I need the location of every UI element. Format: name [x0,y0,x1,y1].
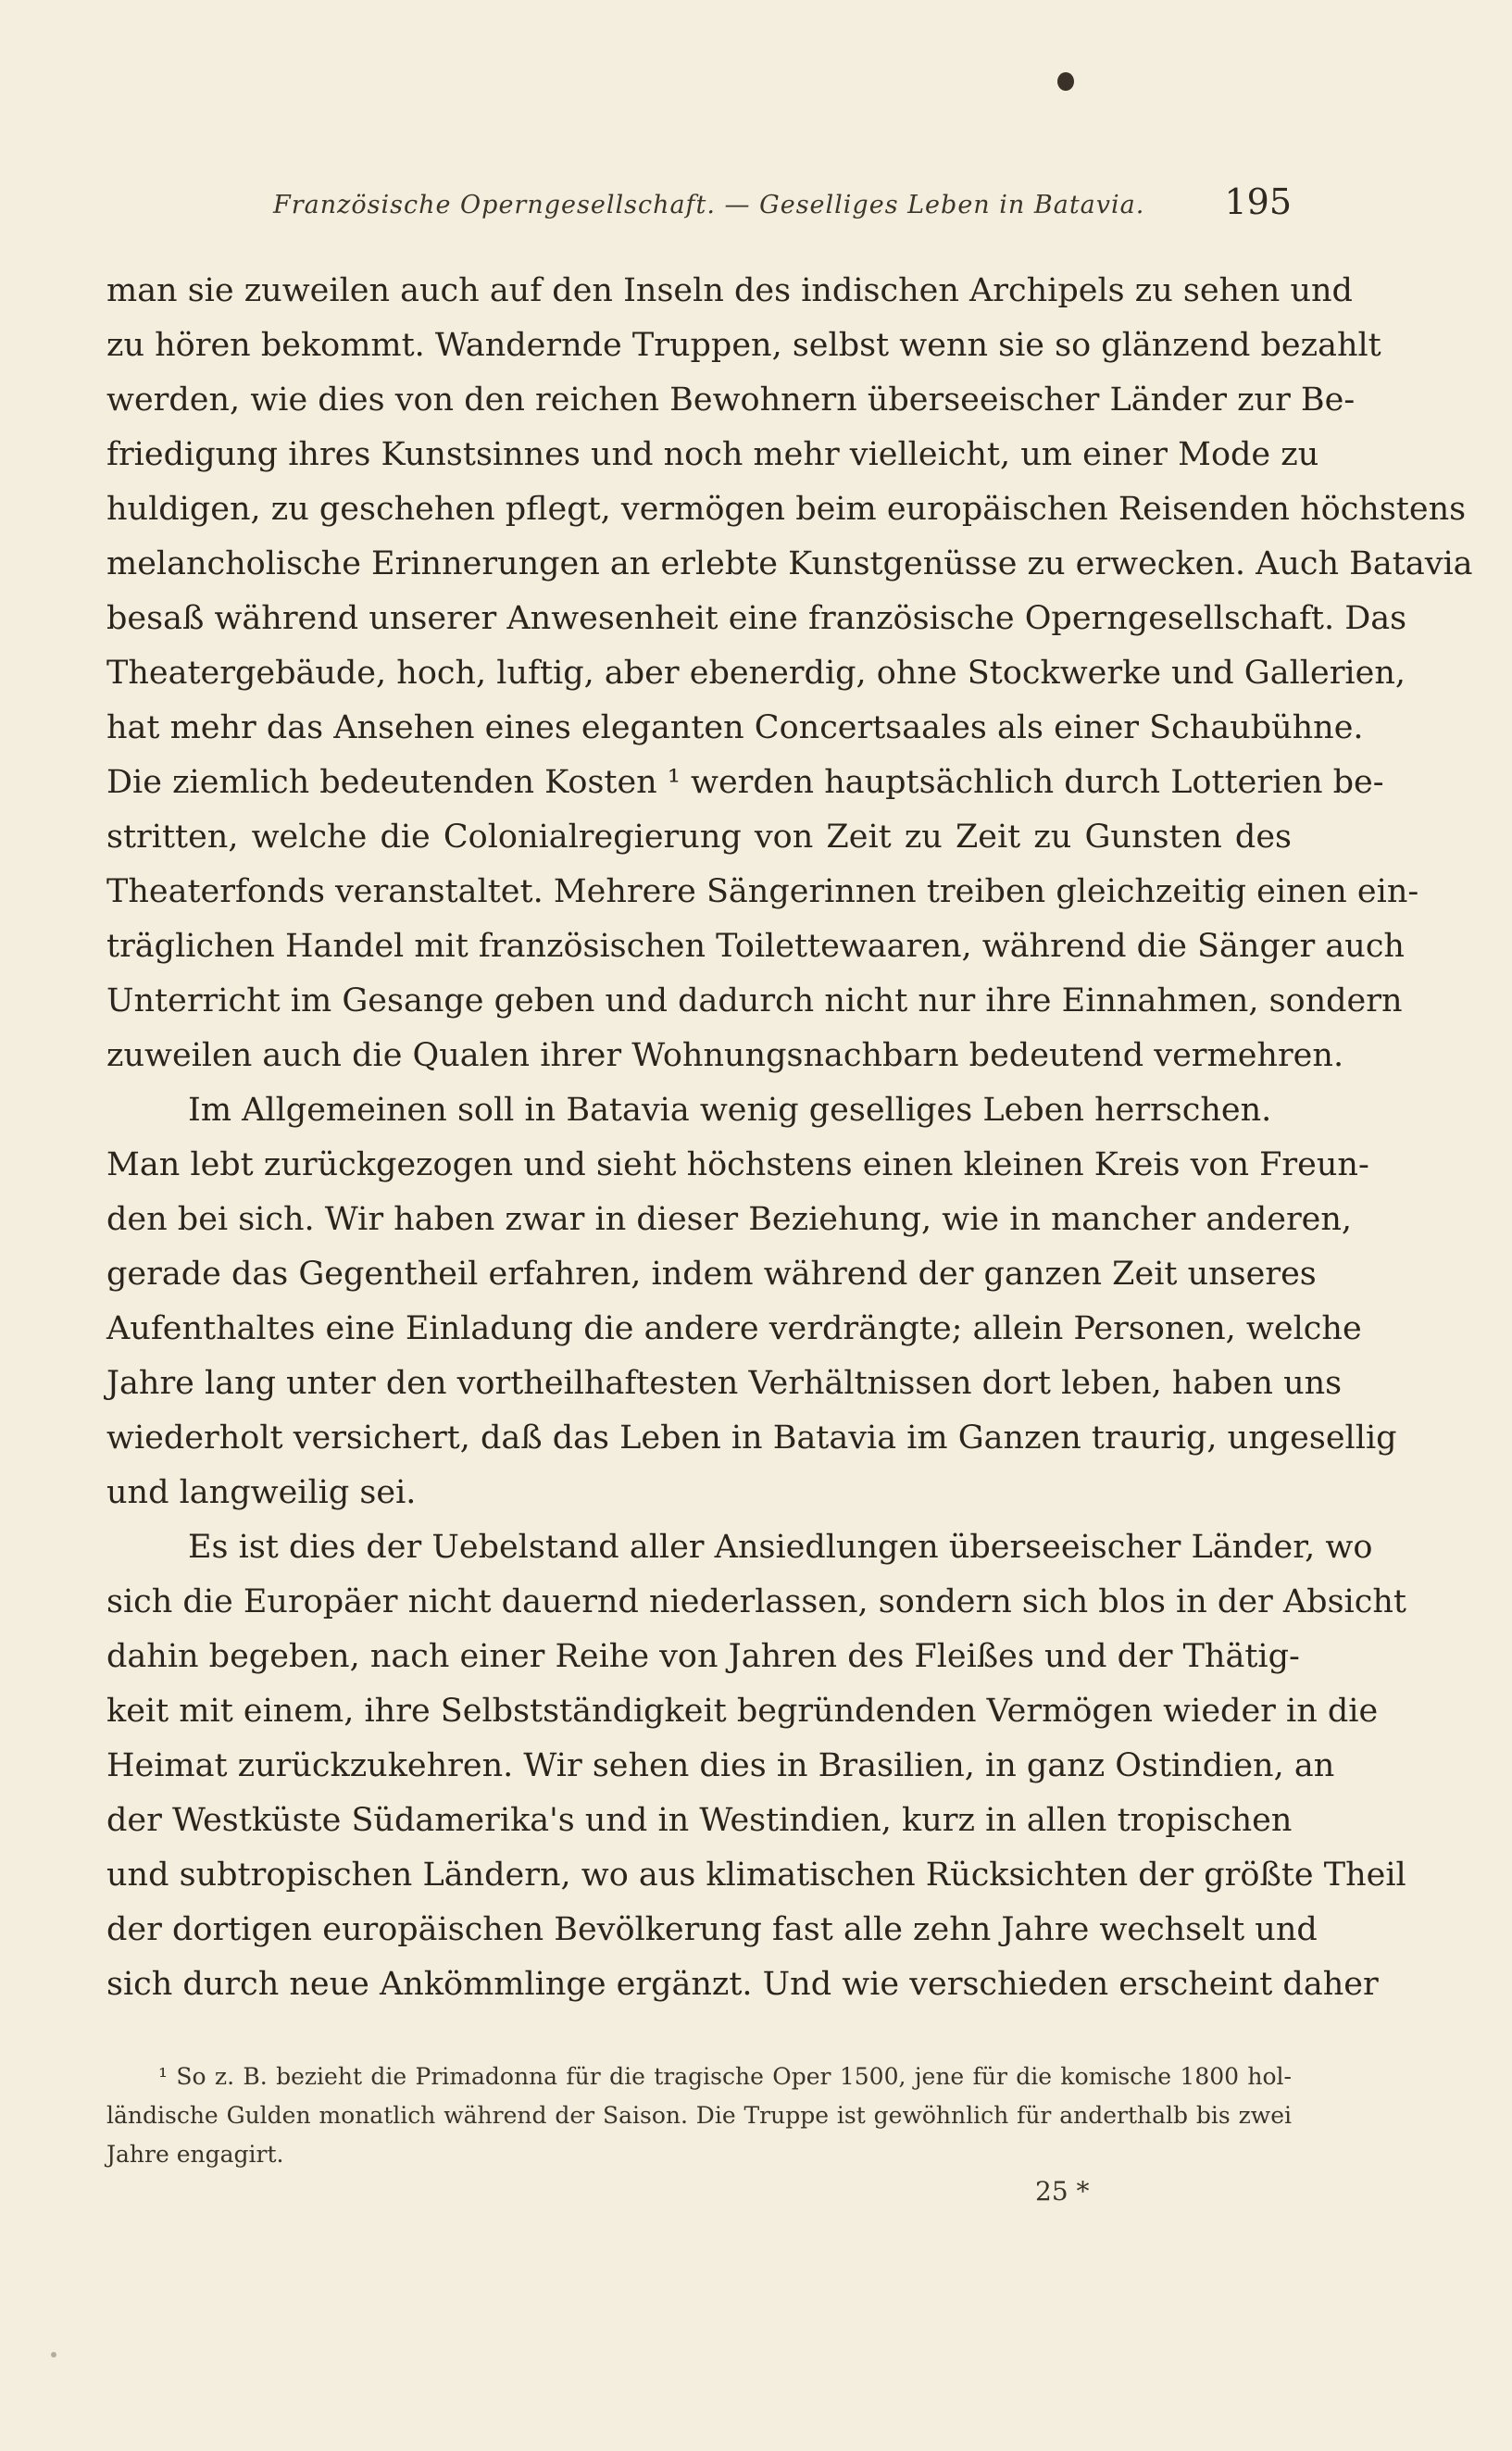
footnote-line: ¹ So z. B. bezieht die Primadonna für die tragische Oper 1500, jene für die komische 1800 hol- [158,2063,1292,2090]
footnote-line: Jahre engagirt. [106,2141,284,2168]
running-head: Französische Operngesellschaft. — Geselliges Leben in Batavia. [273,191,1145,219]
text-line: melancholische Erinnerungen an erlebte Kunstgenüsse zu erwecken. Auch Batavia [106,545,1473,582]
text-line: und subtropischen Ländern, wo aus klimatischen Rücksichten der größte Theil [106,1857,1406,1894]
paper-speck [51,2352,56,2357]
footnote [106,2057,1292,2174]
text-line: hat mehr das Ansehen eines eleganten Concertsaales als einer Schaubühne. [106,709,1364,746]
text-line: dahin begeben, nach einer Reihe von Jahren des Fleißes und der Thätig- [106,1638,1300,1675]
text-line: besaß während unserer Anwesenheit eine französische Operngesellschaft. Das [106,600,1407,637]
text-line: Heimat zurückzukehren. Wir sehen dies in Brasilien, in ganz Ostindien, an [106,1747,1335,1784]
page-number: 195 [1224,181,1292,222]
paragraph-start-line: Es ist dies der Uebelstand aller Ansiedlungen überseeischer Länder, wo [188,1529,1373,1566]
text-line: werden, wie dies von den reichen Bewohnern überseeischer Länder zur Be- [106,381,1356,419]
text-line: und langweilig sei. [106,1474,417,1511]
signature-mark: 25 * [1035,2176,1090,2207]
text-line: huldigen, zu geschehen pflegt, vermögen beim europäischen Reisenden höchstens [106,491,1467,528]
ink-spot [1057,72,1074,91]
text-line: sich die Europäer nicht dauernd niederlassen, sondern sich blos in der Absicht [106,1583,1406,1620]
text-line: man sie zuweilen auch auf den Inseln des indischen Archipels zu sehen und [106,272,1353,309]
text-line: Man lebt zurückgezogen und sieht höchstens einen kleinen Kreis von Freun- [106,1146,1369,1183]
paragraph-start-line: Im Allgemeinen soll in Batavia wenig geselliges Leben herrschen. [188,1092,1272,1129]
text-line: stritten, welche die Colonialregierung von Zeit zu Zeit zu Gunsten des [106,819,1292,856]
text-line: Theaterfonds veranstaltet. Mehrere Sängerinnen treiben gleichzeitig einen ein- [106,873,1419,910]
text-line: zuweilen auch die Qualen ihrer Wohnungsnachbarn bedeutend vermehren. [106,1037,1344,1074]
text-line: Aufenthaltes eine Einladung die andere verdrängte; allein Personen, welche [106,1310,1362,1347]
body-text [106,264,1473,2012]
text-line: zu hören bekommt. Wandernde Truppen, selbst wenn sie so glänzend bezahlt [106,327,1381,364]
text-line: den bei sich. Wir haben zwar in dieser Beziehung, wie in mancher anderen, [106,1201,1353,1238]
text-line: gerade das Gegentheil erfahren, indem während der ganzen Zeit unseres [106,1256,1317,1293]
text-line: Die ziemlich bedeutenden Kosten ¹ werden hauptsächlich durch Lotterien be- [106,764,1384,801]
text-line: der dortigen europäischen Bevölkerung fast alle zehn Jahre wechselt und [106,1911,1318,1948]
footnote-line: ländische Gulden monatlich während der Saison. Die Truppe ist gewöhnlich für anderthalb bis zwei [106,2102,1292,2129]
text-line: Theatergebäude, hoch, luftig, aber ebenerdig, ohne Stockwerke und Gallerien, [106,655,1406,692]
page-header [106,181,1292,228]
text-line: wiederholt versichert, daß das Leben in Batavia im Ganzen traurig, ungesellig [106,1419,1397,1457]
text-line: Jahre lang unter den vortheilhaftesten Verhältnissen dort leben, haben uns [106,1365,1343,1402]
text-line: keit mit einem, ihre Selbstständigkeit begründenden Vermögen wieder in die [106,1693,1379,1730]
text-line: friedigung ihres Kunstsinnes und noch mehr vielleicht, um einer Mode zu [106,436,1319,473]
text-line: Unterricht im Gesange geben und dadurch nicht nur ihre Einnahmen, sondern [106,982,1403,1019]
text-line: sich durch neue Ankömmlinge ergänzt. Und wie verschieden erscheint daher [106,1966,1379,2003]
text-line: der Westküste Südamerika's und in Westindien, kurz in allen tropischen [106,1802,1293,1839]
text-line: träglichen Handel mit französischen Toilettewaaren, während die Sänger auch [106,928,1405,965]
